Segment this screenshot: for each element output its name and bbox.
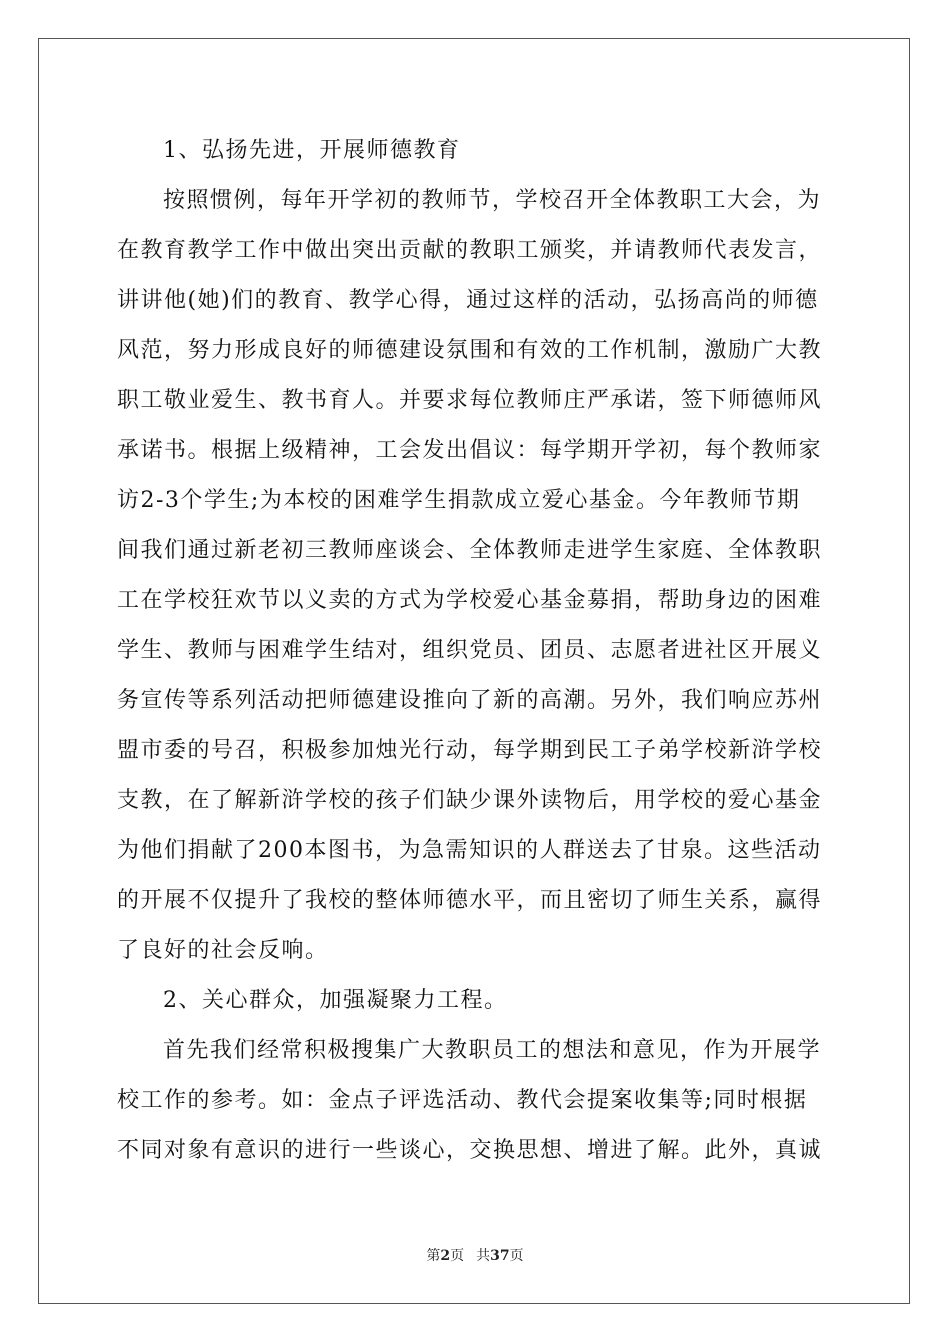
text-line: 盟市委的号召，积极参加烛光行动，每学期到民工子弟学校新浒学校 xyxy=(117,738,823,763)
text-line: 风范，努力形成良好的师德建设氛围和有效的工作机制，激励广大教 xyxy=(117,338,823,363)
text-line: 学生、教师与困难学生结对，组织党员、团员、志愿者进社区开展义 xyxy=(117,638,823,663)
text-line: 了良好的社会反响。 xyxy=(117,938,329,963)
text-line: 务宣传等系列活动把师德建设推向了新的高潮。另外，我们响应苏州 xyxy=(117,688,823,713)
text-line: 职工敬业爱生、教书育人。并要求每位教师庄严承诺，签下师德师风 xyxy=(117,388,823,413)
text-line: 工在学校狂欢节以义卖的方式为学校爱心基金募捐，帮助身边的困难 xyxy=(117,588,823,613)
total-label-suffix: 页 xyxy=(509,1248,524,1264)
text-line: 1、弘扬先进，开展师德教育 xyxy=(163,138,461,163)
text-line: 访2-3个学生;为本校的困难学生捐款成立爱心基金。今年教师节期 xyxy=(117,488,801,513)
page-label-suffix: 页 xyxy=(450,1248,465,1264)
page-number: 2 xyxy=(440,1248,451,1264)
text-line: 2、关心群众，加强凝聚力工程。 xyxy=(163,988,508,1013)
page-label-prefix: 第 xyxy=(426,1248,441,1264)
text-line: 承诺书。根据上级精神，工会发出倡议：每学期开学初，每个教师家 xyxy=(117,438,823,463)
total-pages: 37 xyxy=(490,1248,510,1264)
text-line: 校工作的参考。如：金点子评选活动、教代会提案收集等;同时根据 xyxy=(117,1088,808,1113)
text-line: 间我们通过新老初三教师座谈会、全体教师走进学生家庭、全体教职 xyxy=(117,538,823,563)
text-line: 支教，在了解新浒学校的孩子们缺少课外读物后，用学校的爱心基金 xyxy=(117,788,823,813)
text-line: 的开展不仅提升了我校的整体师德水平，而且密切了师生关系，赢得 xyxy=(117,888,823,913)
text-line: 在教育教学工作中做出突出贡献的教职工颁奖，并请教师代表发言， xyxy=(117,238,823,263)
text-line: 为他们捐献了200本图书，为急需知识的人群送去了甘泉。这些活动 xyxy=(117,838,822,863)
text-line: 讲讲他(她)们的教育、教学心得，通过这样的活动，弘扬高尚的师德 xyxy=(117,288,819,313)
text-line: 首先我们经常积极搜集广大教职员工的想法和意见，作为开展学 xyxy=(163,1038,822,1063)
text-line: 按照惯例，每年开学初的教师节，学校召开全体教职工大会，为 xyxy=(163,188,822,213)
document-body xyxy=(117,126,833,1176)
text-line: 不同对象有意识的进行一些谈心，交换思想、增进了解。此外，真诚 xyxy=(117,1138,823,1163)
page-footer xyxy=(0,1245,950,1265)
total-label-prefix: 共 xyxy=(476,1248,491,1264)
